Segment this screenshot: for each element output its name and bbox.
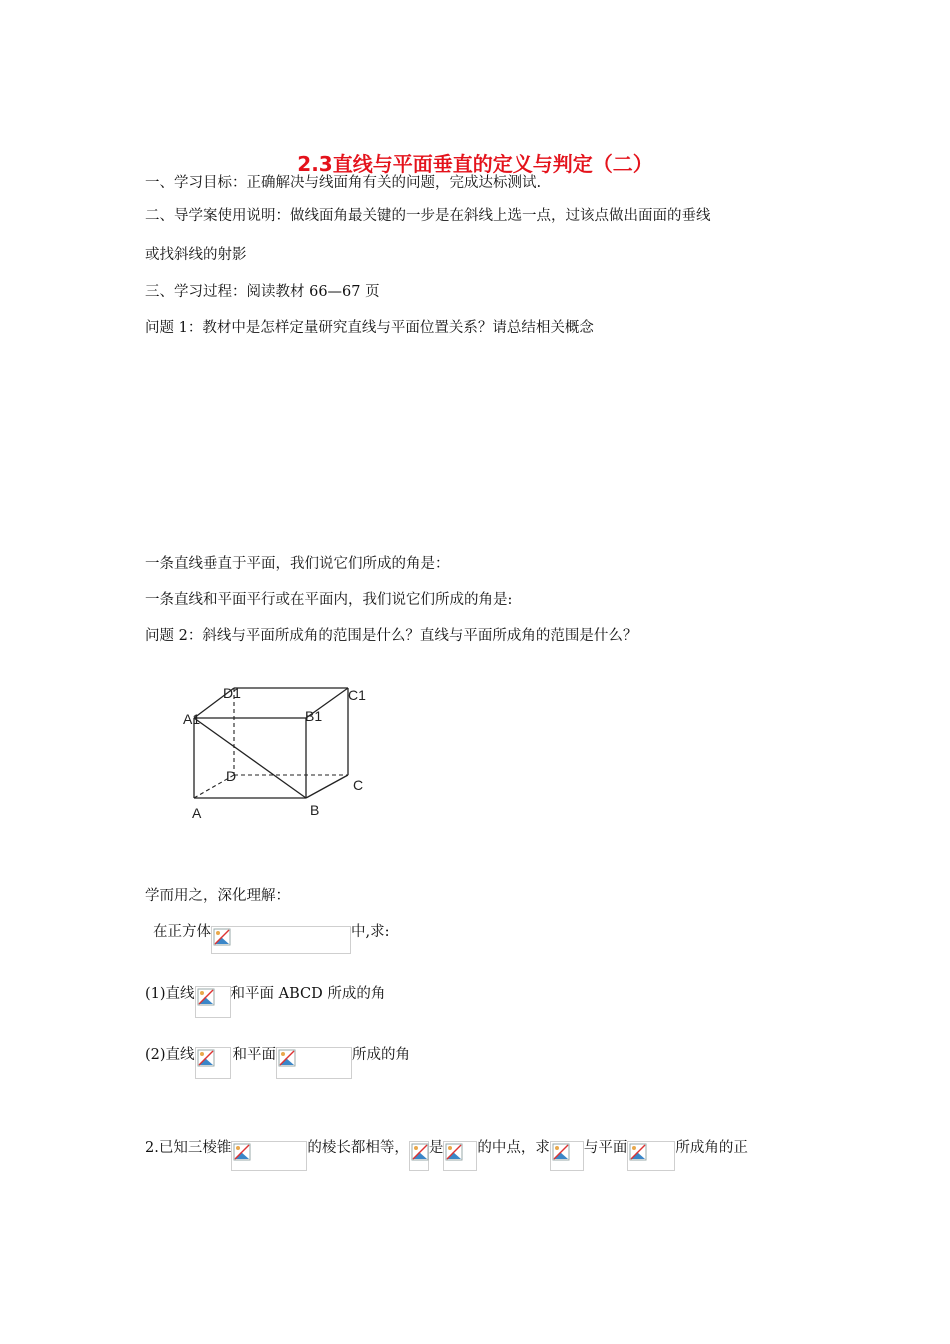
q2-prefix: (2)直线 xyxy=(145,1047,195,1063)
broken-image-icon xyxy=(278,1049,296,1067)
point-name-image xyxy=(409,1141,429,1171)
question-part-2 xyxy=(145,1045,410,1079)
q1-suffix: 和平面 ABCD 所成的角 xyxy=(230,986,386,1002)
line-name-image-1 xyxy=(195,986,231,1018)
cube-suffix: 中,求: xyxy=(351,924,390,940)
parallel-angle-text: 一条直线和平面平行或在平面内，我们说它们所成的角是: xyxy=(145,592,513,608)
label-a1: A1 xyxy=(183,711,201,727)
diagonal-a1-b xyxy=(194,718,306,798)
question-1: 问题 1：教材中是怎样定量研究直线与平面位置关系？请总结相关概念 xyxy=(145,320,594,336)
label-d: D xyxy=(226,768,237,784)
segment-name-image xyxy=(443,1141,477,1171)
broken-image-icon xyxy=(233,1143,251,1161)
label-b1: B1 xyxy=(305,708,323,724)
p2-mid4: 与平面 xyxy=(583,1140,628,1156)
learning-goal: 一、学习目标：正确解决与线面角有关的问题，完成达标测试. xyxy=(145,175,542,191)
q1-prefix: (1)直线 xyxy=(145,986,195,1002)
study-process: 三、学习过程：阅读教材 66—67 页 xyxy=(145,284,380,300)
perpendicular-angle-text: 一条直线垂直于平面，我们说它们所成的角是： xyxy=(145,556,450,572)
p2-mid3: 的中点，求 xyxy=(477,1140,550,1156)
broken-image-icon xyxy=(197,988,215,1006)
pyramid-name-image xyxy=(231,1141,307,1171)
label-b: B xyxy=(310,802,320,818)
guide-text-1: 二、导学案使用说明：做线面角最关键的一步是在斜线上选一点，过该点做出面面的垂线 xyxy=(145,208,711,224)
p2-mid1: 的棱长都相等， xyxy=(307,1140,409,1156)
broken-image-icon xyxy=(213,928,231,946)
p2-mid2: 是 xyxy=(428,1140,444,1156)
edge-b-c xyxy=(306,775,348,798)
cube-question xyxy=(153,922,390,954)
question-2: 问题 2：斜线与平面所成角的范围是什么？直线与平面所成角的范围是什么？ xyxy=(145,628,638,644)
label-c: C xyxy=(353,777,364,793)
cube-name-image xyxy=(211,926,351,954)
broken-image-icon xyxy=(552,1143,570,1161)
line-name-image-2 xyxy=(195,1047,231,1079)
plane-name-image-2 xyxy=(627,1141,675,1171)
page-title: 2.3直线与平面垂直的定义与判定（二） xyxy=(297,152,653,176)
cube-prefix: 在正方体 xyxy=(153,924,211,940)
q2-mid: 和平面 xyxy=(232,1047,277,1063)
cuboid-figure xyxy=(176,680,376,825)
broken-image-icon xyxy=(629,1143,647,1161)
problem-2 xyxy=(145,1138,748,1171)
broken-image-icon xyxy=(445,1143,463,1161)
label-d1: D1 xyxy=(223,685,241,701)
broken-image-icon xyxy=(411,1143,429,1161)
q2-suffix: 所成的角 xyxy=(352,1047,411,1063)
practice-heading: 学而用之，深化理解： xyxy=(145,888,290,904)
plane-name-image xyxy=(276,1047,352,1079)
line-name-image-3 xyxy=(550,1141,584,1171)
label-a: A xyxy=(192,805,202,821)
guide-text-2: 或找斜线的射影 xyxy=(145,247,247,263)
question-part-1 xyxy=(145,984,385,1018)
p2-suffix: 所成角的正 xyxy=(675,1140,748,1156)
label-c1: C1 xyxy=(348,687,366,703)
broken-image-icon xyxy=(197,1049,215,1067)
p2-prefix: 2.已知三棱锥 xyxy=(145,1140,232,1156)
